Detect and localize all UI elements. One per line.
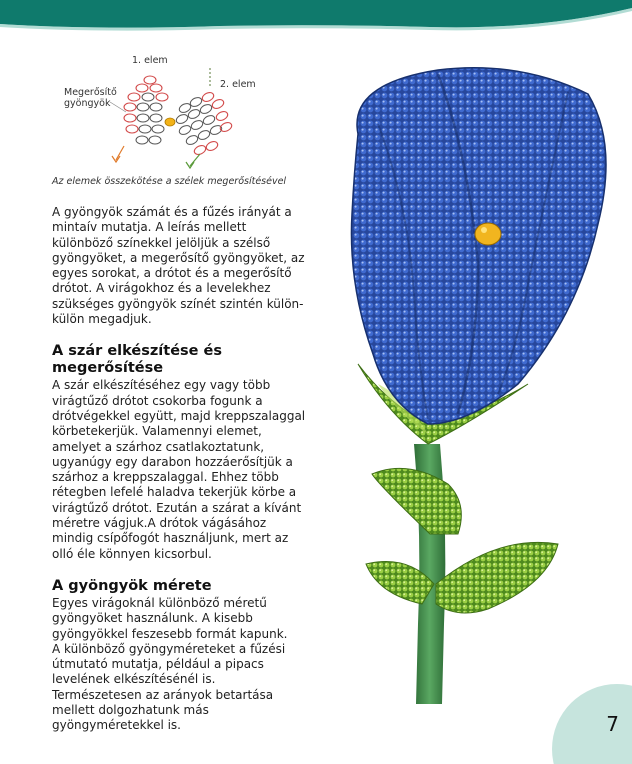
section-body-bead-size-1: Egyes virágoknál különböző méretű gyöngyöket használunk. A kisebb gyöngyökkel feszesebb formát kapunk. — [52, 595, 288, 641]
top-decorative-band — [0, 0, 632, 32]
section-body-bead-size-2: A különböző gyöngyméreteket a fűzési útmutató mutatja, például a pipacs levelének elkészítésénél is. — [52, 641, 286, 687]
beaded-flower-photo — [318, 64, 632, 704]
diagram-label-element-1: 1. elem — [132, 55, 168, 66]
top-band-wave — [0, 0, 632, 32]
page-number: 7 — [606, 712, 619, 736]
section-heading-stem: A szár elkészítése és megerősítése — [52, 343, 222, 377]
intro-paragraph: A gyöngyök számát és a fűzés irányát a mintaív mutatja. A leírás mellett különböző színekkel jelöljük a szélső gyöngyöket, a megerősítő gyöngyöket, az egyes sorokat, a drótot és a megerősítő drótot. A virágokhoz és a levelekhez szükséges gyöngyök színét szintén külön-külön megadjuk. — [52, 205, 305, 327]
beaded-flower-illustration — [318, 64, 632, 704]
diagram-label-element-2: 2. elem — [220, 79, 256, 90]
bead-diagram-graphic — [50, 56, 290, 174]
page-number-background — [552, 684, 632, 764]
diagram-label-reinforcing-2: gyöngyök — [64, 98, 111, 109]
diagram-label-reinforcing-1: Megerősítő — [64, 87, 117, 98]
main-text-column — [52, 205, 310, 734]
section-heading-bead-size: A gyöngyök mérete — [52, 577, 212, 594]
diagram-caption: Az elemek összekötése a szélek megerősítésével — [52, 176, 287, 187]
section-body-bead-size-3: Természetesen az arányok betartása mellett dolgozhatunk más gyöngyméretekkel is. — [52, 687, 274, 733]
section-body-stem: A szár elkészítéséhez egy vagy több virágtűző drótot csokorba fogunk a drótvégekkel együtt, majd kreppszalaggal körbetekerjük. Valamennyi elemet, amelyet a szárhoz csatlakoztatunk, ugyanúgy egy darabon hozzáerősítjük a szárhoz a kreppszalaggal. Ehhez több rétegben lefelé haladva tekerjük körbe a virágtűző drótot. Ezután a szárat a kívánt méretre vágjuk.A drótok vágásához mindig csípőfogót használjunk, mert az olló éle könnyen kicsorbul. — [52, 378, 306, 561]
page-number-corner — [552, 684, 632, 764]
bead-pattern-diagram — [50, 56, 290, 174]
